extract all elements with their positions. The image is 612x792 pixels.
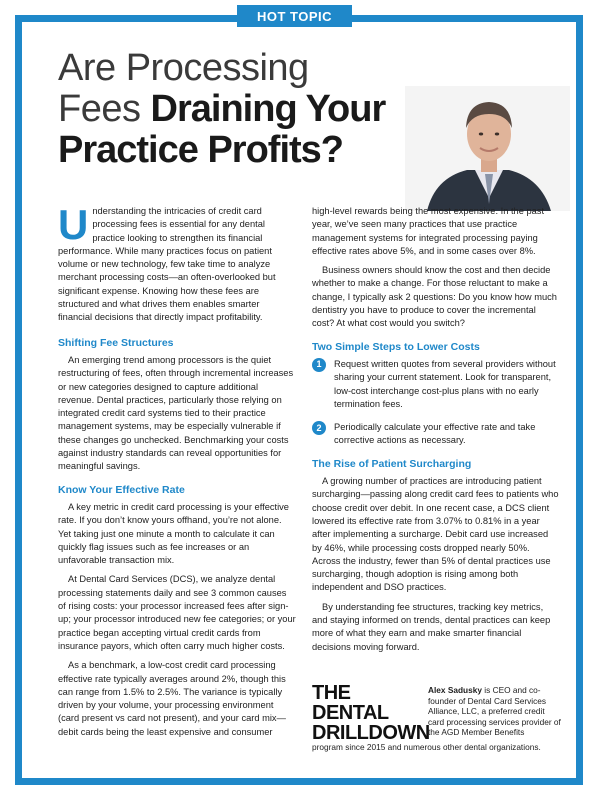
effective-rate-paragraph-3: As a benchmark, a low-cost credit card processing effective rate typically averages around 2%, though this can range from 1.5% to 2.5%. The variance is typically driven by your volume, your processing environment (card present vs card not present), and your card mix—debit cards being the least expensive and consumer — [58, 660, 286, 737]
hot-topic-tab: HOT TOPIC — [237, 5, 352, 27]
effective-rate-paragraph-1: A key metric in credit card processing is your effective rate. If you don’t know yours offhand, you’re not alone. Yet taking just one minute a month to calculate it can quickly flag issues such as fee increases or an unfavorable transaction mix. — [58, 501, 289, 566]
heading-two-simple-steps: Two Simple Steps to Lower Costs — [312, 340, 480, 353]
heading-know-effective-rate: Know Your Effective Rate — [58, 483, 185, 496]
title-line-1: Are Processing — [58, 47, 309, 89]
author-portrait — [405, 86, 570, 211]
drop-cap: U — [58, 201, 89, 248]
author-bio-description: is CEO and co-founder of Dental Card Services Alliance, LLC, a preferred credit card processing services provider of the AGD Member Benefits — [428, 685, 561, 737]
step-2-text: Periodically calculate your effective rate and take corrective actions as necessary. — [334, 422, 536, 446]
author-bio-text-continued: program since 2015 and numerous other dental organizations. — [312, 742, 541, 752]
title-line-2-light: Fees — [58, 88, 151, 130]
intro-text: nderstanding the intricacies of credit card processing fees is essential for any dental practice looking to strengthen its financial performance. While many practices focus on patient volume or new technology, few take time to analyze merchant processing costs—an often-overlooked but significant expense. Knowing how these fees are structured and what drives them enables smarter financial decisions that directly impact profitability. — [58, 206, 276, 323]
heading-patient-surcharging: The Rise of Patient Surcharging — [312, 457, 472, 470]
author-portrait-image — [405, 86, 570, 211]
step-2-number-badge: 2 — [312, 421, 326, 435]
left-column — [58, 201, 296, 745]
article-title — [58, 48, 408, 171]
title-line-2-bold: Draining Your — [150, 88, 386, 130]
dental-drilldown-logo — [312, 682, 430, 744]
right-column — [312, 205, 560, 660]
decision-paragraph: Business owners should know the cost and then decide whether to make a change. For those reluctant to make a change, I typically ask 2 questions: Do you know how much dentistry you have to produce to cover the incremental cost? At what cost would you switch? — [312, 265, 557, 329]
logo-line-1: THE DENTAL — [312, 682, 389, 724]
continued-paragraph: high-level rewards being the most expensive. In the past year, we’ve seen many practices that use practice management systems for integrated processing paying effective rates above 5%, and in some cases over 8%. — [312, 206, 545, 256]
author-bio-text — [428, 685, 563, 738]
step-1 — [312, 358, 560, 411]
logo-line-2: DRILLDOWN — [312, 722, 430, 744]
effective-rate-paragraph-2: At Dental Card Services (DCS), we analyze dental processing statements daily and see 3 common causes of rising costs: your processor increased fees after sign-up; your processor introduced new fee categories; or your practice began accepting virtual credit cards from insurance payors, which often carry much higher costs. — [58, 574, 296, 651]
step-1-number-badge: 1 — [312, 358, 326, 372]
step-2 — [312, 421, 560, 448]
surcharging-paragraph-1: A growing number of practices are introducing patient surcharging—passing along credit card fees to patients who choose credit over debit. In one recent case, a DCS client lowered its effective rate from 3.07% to 0.81% in a year after implementing a surcharge. Debit card use increased by 46%, while processing costs dropped nearly 50%. Across the industry, fewer than 5% of dental practices use surcharging, though adoption is rising among both independent and DSO practices. — [312, 476, 559, 593]
title-line-2 — [58, 89, 408, 130]
shifting-fees-paragraph: An emerging trend among processors is the quiet restructuring of fees, often through incremental increases or new categories designed to capture additional revenue. Dental practices, particularly those relying on integrated credit card systems tied to their practice management systems, may be especially vulnerable if these changes go unchecked. Benchmarking your costs against industry standards can reveal opportunities for meaningful savings. — [58, 354, 294, 472]
heading-shifting-fee-structures: Shifting Fee Structures — [58, 336, 174, 349]
author-name: Alex Sadusky — [428, 685, 482, 695]
step-1-text: Request written quotes from several providers without sharing your current statement. Look for transparent, low-cost interchange cost-plus plans with no early termination fees. — [334, 358, 556, 409]
intro-paragraph — [58, 201, 296, 325]
surcharging-paragraph-2: By understanding fee structures, tracking key metrics, and staying informed on trends, dental practices can keep more of what they earn and make smarter financial decisions moving forward. — [312, 601, 551, 652]
title-line-3: Practice Profits? — [58, 129, 343, 171]
